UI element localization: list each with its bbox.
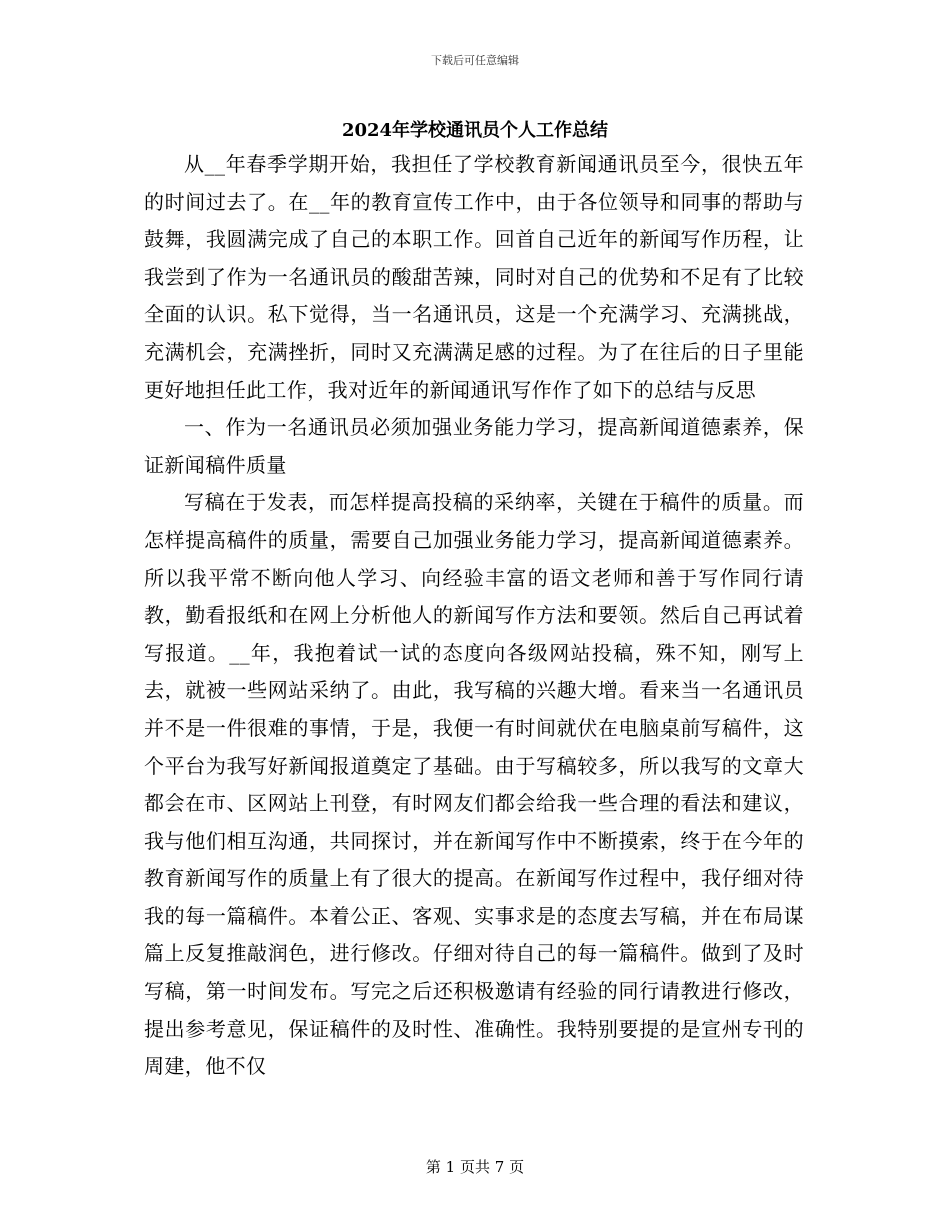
document-body [144, 146, 804, 1086]
document-title: 2024年学校通讯员个人工作总结 [341, 120, 609, 141]
section-heading-1: 一、作为一名通讯员必须加强业务能力学习，提高新闻道德素养，保证新闻稿件质量 [144, 415, 804, 477]
header-note: 下载后可任意编辑 [431, 54, 519, 67]
paragraph-section-1: 写稿在于发表，而怎样提高投稿的采纳率，关键在于稿件的质量。而怎样提高稿件的质量，需要自己加强业务能力学习，提高新闻道德素养。所以我平常不断向他人学习、向经验丰富的语文老师和善于写作同行请教，勤看报纸和在网上分析他人的新闻写作方法和要领。然后自己再试着写报道。__年，我抱着试一试的态度向各级网站投稿，殊不知，刚写上去，就被一些网站采纳了。由此，我写稿的兴趣大增。看来当一名通讯员并不是一件很难的事情，于是，我便一有时间就伏在电脑桌前写稿件，这个平台为我写好新闻报道奠定了基础。由于写稿较多，所以我写的文章大都会在市、区网站上刊登，有时网友们都会给我一些合理的看法和建议，我与他们相互沟通，共同探讨，并在新闻写作中不断摸索，终于在今年的教育新闻写作的质量上有了很大的提高。在新闻写作过程中，我仔细对待我的每一篇稿件。本着公正、客观、实事求是的态度去写稿，并在布局谋篇上反复推敲润色，进行修改。仔细对待自己的每一篇稿件。做到了及时写稿，第一时间发布。写完之后还积极邀请有经验的同行请教进行修改，提出参考意见，保证稿件的及时性、准确性。我特别要提的是宣州专刊的周建，他不仅 [144, 490, 804, 1079]
page-number: 第 1 页共 7 页 [425, 1158, 525, 1176]
paragraph-intro: 从__年春季学期开始，我担任了学校教育新闻通讯员至今，很快五年的时间过去了。在__年的教育宣传工作中，由于各位领导和同事的帮助与鼓舞，我圆满完成了自己的本职工作。回首自己近年的新闻写作历程，让我尝到了作为一名通讯员的酸甜苦辣，同时对自己的优势和不足有了比较全面的认识。私下觉得，当一名通讯员，这是一个充满学习、充满挑战，充满机会，充满挫折，同时又充满满足感的过程。为了在往后的日子里能更好地担任此工作，我对近年的新闻通讯写作作了如下的总结与反思 [144, 152, 804, 402]
